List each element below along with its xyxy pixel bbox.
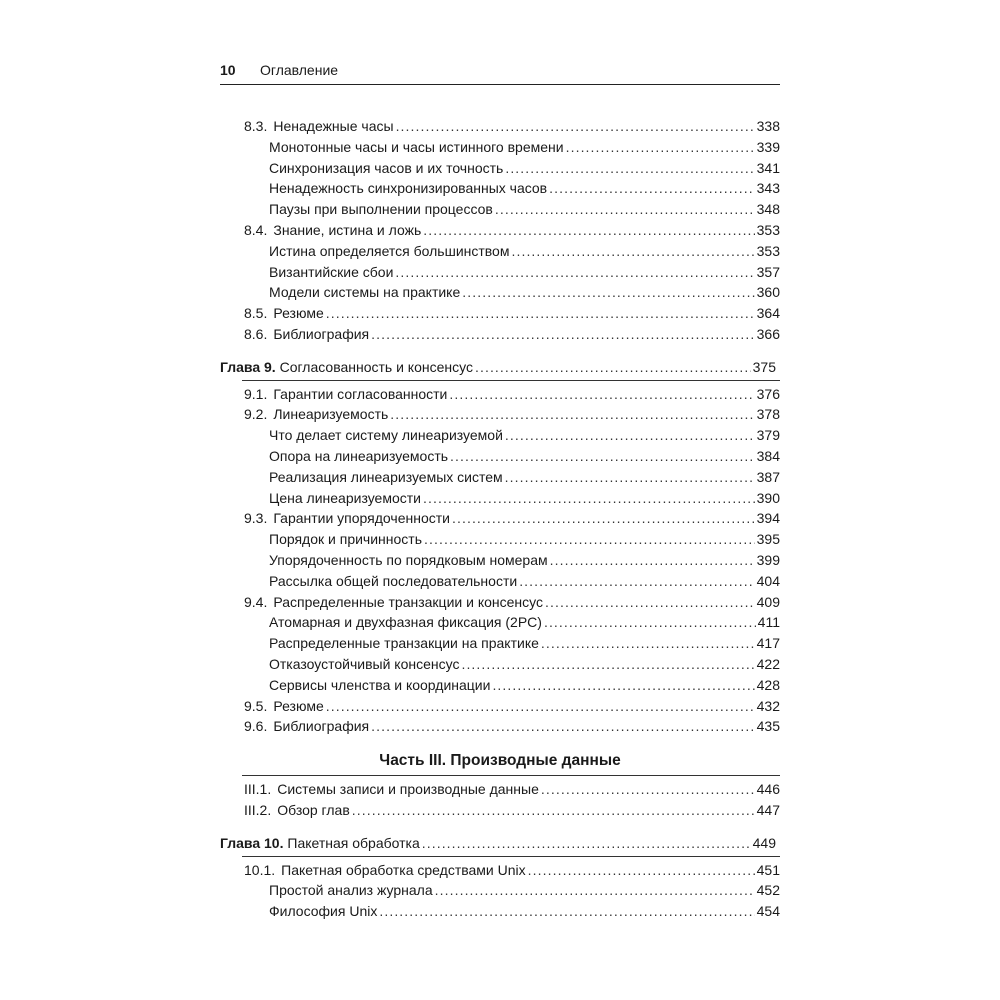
toc-entry-page: 446 — [756, 781, 780, 798]
toc-entry-page: 394 — [756, 510, 780, 527]
toc-entry-title: Сервисы членства и координации — [269, 676, 491, 693]
toc-entry-title: Библиография — [273, 718, 370, 735]
toc-entry-number: III.2. — [244, 801, 272, 818]
toc-subentry — [220, 199, 780, 220]
toc-entry-page: 353 — [756, 221, 780, 238]
toc-entry-title: Резюме — [273, 697, 324, 714]
part-title: Часть III. Производные данные — [379, 752, 621, 770]
toc-entry-title: Отказоустойчивый консенсус — [269, 655, 460, 672]
toc-entry-title: Монотонные часы и часы истинного времени — [269, 138, 564, 155]
leader-dots — [541, 633, 755, 654]
toc-entry — [220, 696, 780, 717]
part-rule — [242, 775, 780, 776]
chapter-label: Глава 9. — [220, 358, 276, 375]
toc-entry — [220, 592, 780, 613]
toc-entry-title: Распределенные транзакции и консенсус — [273, 593, 543, 610]
toc-entry-title: Синхронизация часов и их точность — [269, 159, 504, 176]
toc-entry-page: 360 — [756, 284, 780, 301]
toc-entry-page: 422 — [756, 655, 780, 672]
leader-dots — [544, 612, 756, 633]
toc-entry-title: Цена линеаризуемости — [269, 489, 421, 506]
toc-entry-title: Атомарная и двухфазная фиксация (2PC) — [269, 614, 542, 631]
toc-subentry — [220, 901, 780, 922]
toc-entry-title: Истина определяется большинством — [269, 242, 510, 259]
toc-subentry — [220, 158, 780, 179]
leader-dots — [371, 324, 755, 345]
toc-entry-title: Ненадежность синхронизированных часов — [269, 180, 548, 197]
toc-entry — [220, 384, 780, 405]
leader-dots — [566, 137, 755, 158]
leader-dots — [450, 446, 755, 467]
toc-entry-title: Линеаризуемость — [273, 406, 389, 423]
toc-entry-number: 8.5. — [244, 305, 268, 322]
toc-entry-page: 447 — [756, 801, 780, 818]
toc-subentry — [220, 425, 780, 446]
toc-entry-page: 432 — [756, 697, 780, 714]
leader-dots — [326, 303, 755, 324]
toc-entry-page: 338 — [756, 118, 780, 134]
toc-subentry — [220, 612, 780, 633]
page-number: 10 — [220, 62, 236, 78]
toc-subentry — [220, 282, 780, 303]
leader-dots — [449, 384, 754, 405]
toc-entry-title: Гарантии упорядоченности — [273, 510, 450, 527]
toc-entry-title: Порядок и причинность — [269, 531, 422, 548]
toc-entry-page: 409 — [756, 593, 780, 610]
toc-entry — [220, 716, 780, 737]
toc-entry — [220, 508, 780, 529]
leader-dots — [423, 220, 754, 241]
chapter-rule — [242, 380, 780, 381]
toc-entry-page: 357 — [756, 263, 780, 280]
toc-subentry — [220, 178, 780, 199]
toc-entry-title: Философия Unix — [269, 903, 378, 920]
toc-entry — [220, 860, 780, 881]
leader-dots — [379, 901, 754, 922]
toc-entry-title: Рассылка общей последовательности — [269, 572, 518, 589]
leader-dots — [461, 654, 754, 675]
toc-subentry — [220, 262, 780, 283]
toc-entry-title: Библиография — [273, 325, 370, 342]
toc-entry-title: Ненадежные часы — [273, 118, 394, 134]
toc-entry-title: Распределенные транзакции на практике — [269, 635, 539, 652]
toc-entry-number: 9.2. — [244, 406, 268, 423]
toc-entry-title: Византийские сбои — [269, 263, 394, 280]
leader-dots — [424, 529, 755, 550]
toc-entry-number: 8.4. — [244, 221, 268, 238]
toc-entry-page: 411 — [757, 614, 780, 631]
toc-entry-page: 387 — [756, 468, 780, 485]
toc-entry-page: 417 — [756, 635, 780, 652]
leader-dots — [495, 199, 755, 220]
toc-entry-page: 428 — [756, 676, 780, 693]
leader-dots — [511, 241, 754, 262]
header-rule — [220, 84, 780, 85]
toc-entry-title: Опора на линеаризуемость — [269, 447, 449, 464]
toc-entry-page: 339 — [756, 138, 780, 155]
leader-dots — [396, 116, 755, 137]
toc-entry-title: Паузы при выполнении процессов — [269, 201, 493, 218]
leader-dots — [395, 262, 754, 283]
toc-entry-title: Знание, истина и ложь — [273, 221, 422, 238]
toc-entry-page: 341 — [756, 159, 780, 176]
toc-entry-number: 9.3. — [244, 510, 268, 527]
toc-entry-title: Реализация линеаризуемых систем — [269, 468, 503, 485]
toc-entry-page: 454 — [756, 903, 780, 920]
toc-entry-page: 395 — [756, 531, 780, 548]
leader-dots — [475, 357, 751, 378]
toc-entry — [220, 800, 780, 821]
leader-dots — [505, 467, 755, 488]
toc-entry-page: 404 — [756, 572, 780, 589]
toc-entry-number: 9.6. — [244, 718, 268, 735]
toc-entry-number: 10.1. — [244, 861, 276, 878]
toc-subentry — [220, 467, 780, 488]
chapter-rule — [242, 856, 780, 857]
toc-subentry — [220, 571, 780, 592]
toc-entry-page: 399 — [756, 551, 780, 568]
leader-dots — [549, 178, 755, 199]
toc-entry-page: 384 — [756, 447, 780, 464]
leader-dots — [528, 860, 755, 881]
toc-entry-title: Системы записи и производные данные — [277, 781, 539, 798]
leader-dots — [550, 550, 755, 571]
toc-entry — [220, 779, 780, 800]
leader-dots — [505, 425, 755, 446]
leader-dots — [492, 675, 754, 696]
toc-entry — [220, 220, 780, 241]
toc-chapter — [220, 357, 780, 378]
toc-entry-title: Модели системы на практике — [269, 284, 461, 301]
leader-dots — [519, 571, 754, 592]
toc-subentry — [220, 880, 780, 901]
toc-subentry — [220, 488, 780, 509]
leader-dots — [545, 592, 755, 613]
leader-dots — [371, 716, 755, 737]
spacer — [220, 737, 780, 749]
toc-subentry — [220, 654, 780, 675]
toc-subentry — [220, 529, 780, 550]
toc-entry-title: Упорядоченность по порядковым номерам — [269, 551, 548, 568]
toc-entry-number: III.1. — [244, 781, 272, 798]
toc-entry-title: Что делает систему линеаризуемой — [269, 427, 503, 444]
toc-subentry — [220, 550, 780, 571]
leader-dots — [435, 880, 755, 901]
toc-subentry — [220, 633, 780, 654]
leader-dots — [326, 696, 755, 717]
spacer — [220, 345, 780, 357]
leader-dots — [423, 488, 755, 509]
toc-entry-title: Обзор глав — [277, 801, 350, 818]
toc-entry-number: 9.4. — [244, 593, 268, 610]
toc-entry-page: 452 — [756, 882, 780, 899]
table-of-contents — [220, 116, 780, 922]
toc-entry-number: 9.5. — [244, 697, 268, 714]
chapter-title: Пакетная обработка — [287, 834, 420, 851]
toc-entry-page: 348 — [756, 201, 780, 218]
toc-subentry — [220, 137, 780, 158]
toc-subentry — [220, 446, 780, 467]
leader-dots — [505, 158, 754, 179]
toc-entry — [220, 324, 780, 345]
toc-entry-title: Пакетная обработка средствами Unix — [281, 861, 526, 878]
toc-entry-page: 379 — [756, 427, 780, 444]
leader-dots — [390, 404, 754, 425]
running-header-title: Оглавление — [260, 62, 339, 78]
toc-subentry — [220, 241, 780, 262]
toc-subentry — [220, 675, 780, 696]
toc-entry-title: Резюме — [273, 305, 324, 322]
toc-entry-page: 390 — [756, 489, 780, 506]
chapter-page: 375 — [752, 358, 776, 375]
spacer — [220, 821, 780, 833]
toc-entry — [220, 404, 780, 425]
leader-dots — [422, 833, 751, 854]
chapter-page: 449 — [752, 834, 776, 851]
toc-entry-title: Простой анализ журнала — [269, 882, 433, 899]
chapter-label: Глава 10. — [220, 834, 284, 851]
toc-entry-page: 435 — [756, 718, 780, 735]
leader-dots — [352, 800, 755, 821]
chapter-title: Согласованность и консенсус — [279, 358, 473, 375]
leader-dots — [452, 508, 755, 529]
toc-entry-page: 366 — [756, 325, 780, 342]
running-header — [220, 62, 780, 84]
toc-entry-number: 8.3. — [244, 118, 268, 134]
leader-dots — [462, 282, 754, 303]
toc-entry-page: 353 — [756, 242, 780, 259]
toc-entry — [220, 116, 780, 137]
toc-entry-page: 364 — [756, 305, 780, 322]
leader-dots — [541, 779, 755, 800]
toc-entry — [220, 303, 780, 324]
toc-entry-page: 376 — [756, 385, 780, 402]
toc-chapter — [220, 833, 780, 854]
toc-entry-page: 378 — [756, 406, 780, 423]
toc-entry-page: 451 — [756, 861, 780, 878]
toc-entry-number: 9.1. — [244, 385, 268, 402]
toc-entry-title: Гарантии согласованности — [273, 385, 448, 402]
toc-entry-number: 8.6. — [244, 325, 268, 342]
toc-entry-page: 343 — [756, 180, 780, 197]
